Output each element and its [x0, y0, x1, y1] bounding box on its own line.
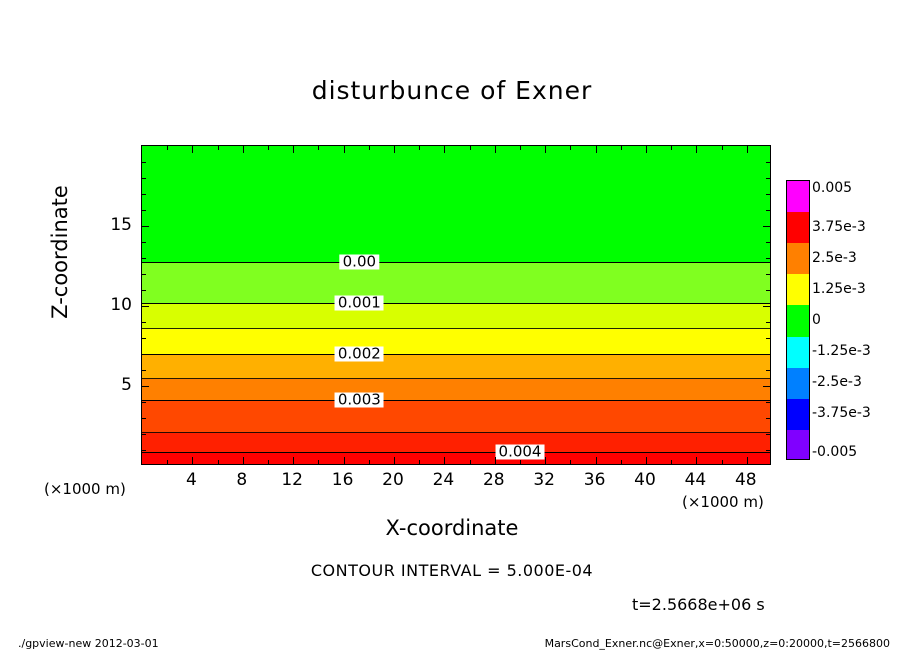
- y-axis-tick-minor: [142, 258, 146, 259]
- colorbar-tick-label: 1.25e-3: [812, 280, 866, 297]
- y-axis-tick-minor: [766, 322, 770, 323]
- y-axis-tick: [763, 386, 770, 387]
- contour-band: [142, 262, 770, 304]
- z-unit-label: (×1000 m): [44, 480, 126, 498]
- colorbar-segment: [787, 243, 809, 274]
- x-tick-label: 40: [634, 470, 656, 490]
- x-axis-tick-minor: [369, 146, 370, 150]
- x-axis-tick-minor: [470, 146, 471, 150]
- x-axis-tick: [495, 146, 496, 153]
- x-tick-label: 44: [684, 470, 707, 490]
- colorbar-tick-label: -2.5e-3: [812, 374, 862, 391]
- x-axis-tick: [596, 146, 597, 153]
- y-axis-tick-minor: [142, 370, 146, 371]
- contour-band: [142, 432, 770, 453]
- y-axis-tick-minor: [142, 178, 146, 179]
- y-axis-tick-minor: [142, 210, 146, 211]
- y-axis-tick-minor: [766, 370, 770, 371]
- y-tick-label: 5: [121, 375, 132, 395]
- colorbar-tick-label: 2.5e-3: [812, 249, 857, 266]
- x-tick-label: 20: [382, 470, 404, 490]
- colorbar-segment: [787, 399, 809, 430]
- x-axis-tick: [444, 146, 445, 153]
- y-axis-tick-minor: [766, 274, 770, 275]
- x-axis-tick-minor: [318, 146, 319, 150]
- x-tick-label: 24: [432, 470, 455, 490]
- contour-band: [142, 452, 770, 465]
- x-axis-tick-minor: [470, 460, 471, 464]
- y-axis-tick-minor: [766, 354, 770, 355]
- contour-band: [142, 378, 770, 401]
- x-axis-tick-minor: [369, 460, 370, 464]
- x-axis-tick: [696, 146, 697, 153]
- x-axis-tick-minor: [218, 146, 219, 150]
- y-axis-tick-minor: [766, 178, 770, 179]
- x-axis-tick: [696, 457, 697, 464]
- x-axis-tick-minor: [419, 460, 420, 464]
- x-tick-label: 8: [236, 470, 248, 490]
- x-unit-label: (×1000 m): [682, 493, 764, 511]
- y-tick-label: 10: [110, 295, 132, 315]
- x-axis-tick-minor: [570, 460, 571, 464]
- x-axis-tick: [394, 146, 395, 153]
- footer-left-note: ./gpview-new 2012-03-01: [18, 637, 159, 650]
- x-axis-tick: [192, 146, 193, 153]
- contour-band: [142, 354, 770, 379]
- contour-fill: [142, 146, 770, 464]
- contour-label: 0.002: [335, 347, 384, 362]
- x-axis-label: X-coordinate: [385, 516, 519, 540]
- x-axis-tick-minor: [268, 146, 269, 150]
- y-axis-tick-minor: [142, 274, 146, 275]
- x-axis-tick-minor: [671, 460, 672, 464]
- contour-interval-note: CONTOUR INTERVAL = 5.000E-04: [310, 561, 594, 580]
- x-axis-tick: [444, 457, 445, 464]
- x-axis-tick-minor: [520, 460, 521, 464]
- x-axis-tick-minor: [671, 146, 672, 150]
- contour-band: [142, 328, 770, 355]
- y-axis-tick-minor: [766, 194, 770, 195]
- colorbar-segment: [787, 212, 809, 243]
- x-axis-tick-minor: [167, 146, 168, 150]
- y-axis-tick-minor: [142, 322, 146, 323]
- x-axis-tick-minor: [218, 460, 219, 464]
- y-axis-tick: [763, 226, 770, 227]
- contour-line-minor: [142, 328, 770, 329]
- colorbar-segment: [787, 181, 809, 212]
- x-tick-label: 12: [281, 470, 304, 490]
- contour-line-major: [142, 452, 770, 453]
- y-axis-tick-minor: [766, 210, 770, 211]
- x-axis-tick: [192, 457, 193, 464]
- y-axis-tick-minor: [142, 402, 146, 403]
- colorbar-segment: [787, 368, 809, 399]
- colorbar-segment: [787, 337, 809, 368]
- x-axis-tick: [646, 146, 647, 153]
- x-axis-tick-minor: [268, 460, 269, 464]
- x-axis-tick: [344, 457, 345, 464]
- colorbar-segment: [787, 430, 809, 460]
- colorbar-tick-label: -0.005: [812, 444, 858, 460]
- contour-band: [142, 400, 770, 433]
- y-axis-tick-minor: [142, 162, 146, 163]
- contour-line-minor: [142, 432, 770, 433]
- y-axis-tick-minor: [142, 290, 146, 291]
- x-axis-tick: [646, 457, 647, 464]
- contour-label: 0.004: [496, 445, 545, 460]
- colorbar-tick-label: -3.75e-3: [812, 405, 871, 422]
- x-axis-tick: [394, 457, 395, 464]
- x-axis-tick: [545, 457, 546, 464]
- y-axis-tick: [763, 306, 770, 307]
- y-axis-tick-minor: [142, 450, 146, 451]
- x-axis-tick-minor: [621, 146, 622, 150]
- colorbar-tick-label: 0: [812, 312, 821, 328]
- y-axis-tick-minor: [766, 450, 770, 451]
- x-tick-label: 16: [331, 470, 354, 490]
- colorbar: [786, 180, 810, 460]
- x-tick-label: 48: [734, 470, 757, 490]
- footer-right-note: MarsCond_Exner.nc@Exner,x=0:50000,z=0:20000,t=2566800: [544, 637, 890, 650]
- y-axis-tick: [142, 306, 149, 307]
- x-axis-tick-minor: [722, 460, 723, 464]
- colorbar-tick-label: -1.25e-3: [812, 343, 871, 360]
- y-axis-tick: [142, 226, 149, 227]
- contour-label: 0.001: [335, 295, 384, 310]
- contour-line-major: [142, 303, 770, 304]
- y-axis-tick-minor: [766, 402, 770, 403]
- y-axis-tick-minor: [766, 290, 770, 291]
- y-axis-tick-minor: [142, 434, 146, 435]
- colorbar-segment: [787, 274, 809, 305]
- page-title: disturbunce of Exner: [311, 76, 593, 105]
- time-annotation: t=2.5668e+06 s: [632, 595, 765, 614]
- x-tick-label: 28: [482, 470, 505, 490]
- contour-line-major: [142, 354, 770, 355]
- x-axis-tick-minor: [167, 460, 168, 464]
- x-axis-tick-minor: [570, 146, 571, 150]
- x-axis-tick: [243, 146, 244, 153]
- x-axis-tick: [495, 457, 496, 464]
- contour-plot: [141, 145, 771, 465]
- x-axis-tick: [293, 146, 294, 153]
- y-axis-tick-minor: [766, 162, 770, 163]
- y-axis-label: Z-coordinate: [48, 185, 72, 319]
- x-axis-tick: [747, 457, 748, 464]
- x-tick-label: 36: [583, 470, 606, 490]
- x-axis-tick-minor: [520, 146, 521, 150]
- contour-label: 0.003: [335, 393, 384, 408]
- x-axis-tick: [596, 457, 597, 464]
- contour-band: [142, 146, 770, 263]
- y-axis-tick-minor: [142, 194, 146, 195]
- contour-line-major: [142, 400, 770, 401]
- x-axis-tick-minor: [318, 460, 319, 464]
- y-axis-tick-minor: [766, 418, 770, 419]
- contour-band: [142, 302, 770, 329]
- y-axis-tick-minor: [142, 418, 146, 419]
- y-axis-tick-minor: [766, 258, 770, 259]
- colorbar-segment: [787, 305, 809, 336]
- y-axis-tick-minor: [766, 338, 770, 339]
- x-axis-tick-minor: [621, 460, 622, 464]
- x-axis-tick: [344, 146, 345, 153]
- x-tick-label: 32: [533, 470, 556, 490]
- y-tick-label: 15: [110, 215, 132, 235]
- contour-label: 0.00: [340, 255, 379, 270]
- y-axis-tick: [142, 386, 149, 387]
- y-axis-tick-minor: [766, 434, 770, 435]
- y-axis-tick-minor: [142, 242, 146, 243]
- x-axis-tick-minor: [419, 146, 420, 150]
- x-axis-tick-minor: [722, 146, 723, 150]
- x-axis-tick: [243, 457, 244, 464]
- colorbar-tick-label: 3.75e-3: [812, 218, 866, 235]
- contour-line-minor: [142, 378, 770, 379]
- y-axis-tick-minor: [142, 354, 146, 355]
- y-axis-tick-minor: [142, 338, 146, 339]
- x-axis-tick: [293, 457, 294, 464]
- x-tick-label: 4: [185, 470, 197, 490]
- y-axis-tick-minor: [766, 242, 770, 243]
- x-axis-tick: [545, 146, 546, 153]
- x-axis-tick: [747, 146, 748, 153]
- contour-line-major: [142, 262, 770, 263]
- colorbar-tick-label: 0.005: [812, 180, 853, 196]
